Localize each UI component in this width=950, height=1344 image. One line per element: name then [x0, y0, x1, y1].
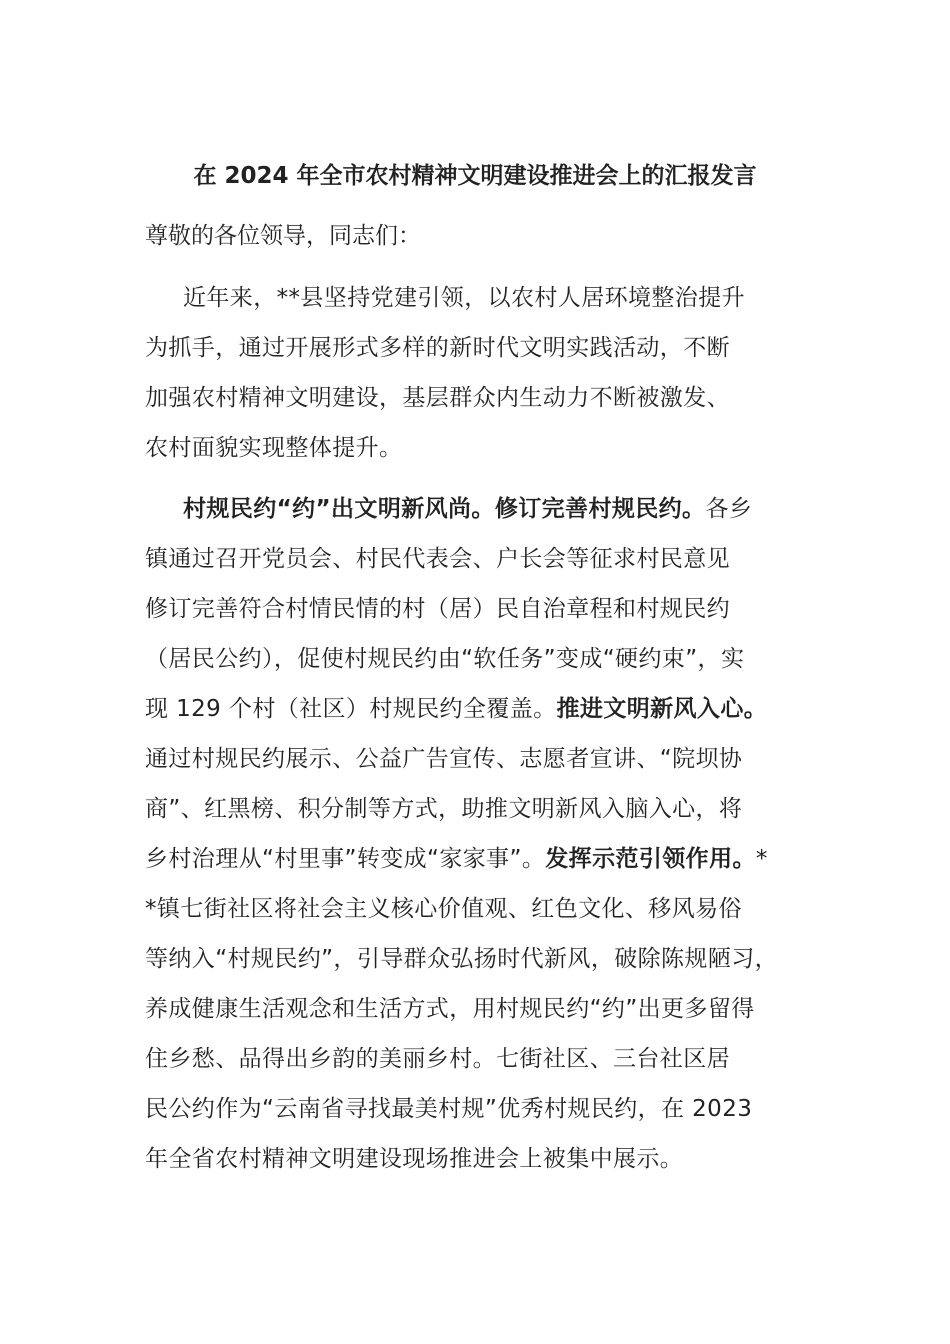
paragraph-line — [145, 834, 835, 884]
paragraph-line: 通过村规民约展示、公益广告宣传、志愿者宣讲、“院坝协 — [145, 746, 743, 772]
paragraph-line: 农村面貌实现整体提升。 — [145, 435, 403, 461]
paragraph-line: 等纳入“村规民约”，引导群众弘扬时代新风，破除陈规陋习， — [145, 946, 779, 972]
paragraph-line: 民公约作为“云南省寻找最美村规”优秀村规民约，在 2023 — [145, 1096, 753, 1122]
line-text: 各乡 — [705, 496, 753, 522]
section-heading: 村规民约“约”出文明新风尚。 — [183, 496, 495, 522]
paragraph-line — [145, 484, 835, 534]
paragraph-line: （居民公约），促使村规民约由“软任务”变成“硬约束”，实 — [145, 646, 745, 672]
subsection-heading: 修订完善村规民约。 — [494, 496, 706, 522]
line-text: 现 129 个村（社区）村规民约全覆盖。 — [145, 696, 557, 722]
paragraph-line: *镇七街社区将社会主义核心价值观、红色文化、移风易俗 — [145, 896, 742, 922]
paragraph-line: 住乡愁、品得出乡韵的美丽乡村。七街社区、三台社区居 — [145, 1046, 730, 1072]
subsection-heading: 推进文明新风入心。 — [556, 696, 768, 722]
paragraph-line: 加强农村精神文明建设，基层群众内生动力不断被激发、 — [145, 385, 730, 411]
paragraph-line: 养成健康生活观念和生活方式，用村规民约“约”出更多留得 — [145, 996, 755, 1022]
paragraph-line: 修订完善符合村情民情的村（居）民自治章程和村规民约 — [145, 596, 730, 622]
paragraph-intro — [145, 273, 835, 473]
document-title: 在 2024 年全市农村精神文明建设推进会上的汇报发言 — [193, 163, 757, 189]
paragraph-line: 商”、红黑榜、积分制等方式，助推文明新风入脑入心，将 — [145, 796, 743, 822]
salutation: 尊敬的各位领导，同志们： — [145, 223, 421, 249]
line-text: * — [755, 846, 768, 872]
paragraph-village-rules — [145, 484, 835, 1184]
paragraph-line: 年全省农村精神文明建设现场推进会上被集中展示。 — [145, 1146, 684, 1172]
paragraph-line: 为抓手，通过开展形式多样的新时代文明实践活动，不断 — [145, 335, 730, 361]
subsection-heading: 发挥示范引领作用。 — [545, 846, 756, 872]
paragraph-line: 镇通过召开党员会、村民代表会、户长会等征求村民意见 — [145, 546, 730, 572]
line-text: 乡村治理从“村里事”转变成“家家事”。 — [145, 846, 546, 872]
paragraph-line: 近年来，**县坚持党建引领，以农村人居环境整治提升 — [183, 285, 745, 311]
paragraph-line — [145, 684, 835, 734]
